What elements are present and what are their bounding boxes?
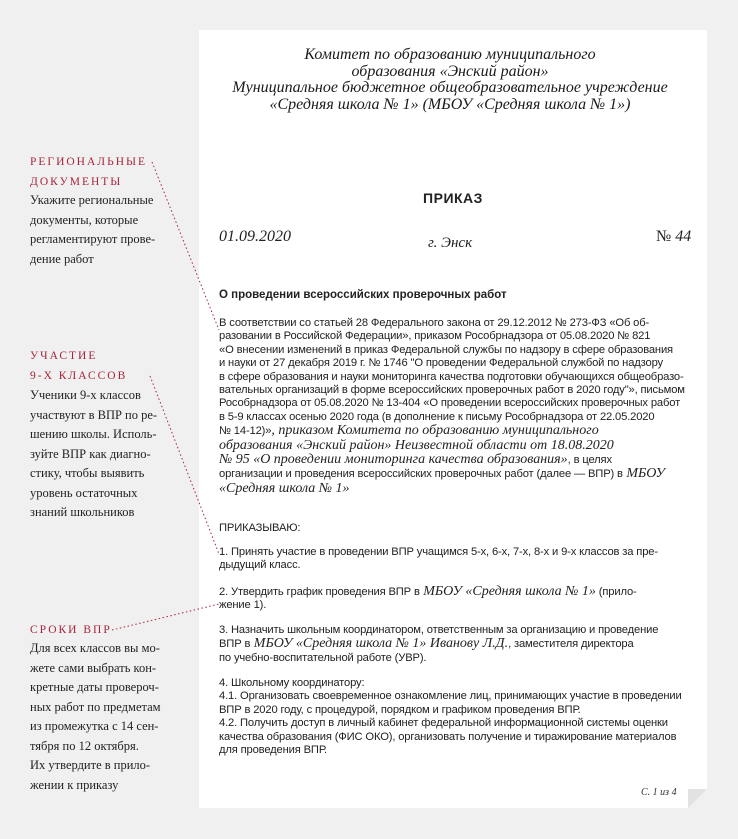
item-line: 4. Школьному координатору: [219,677,365,689]
note-line: зуйте ВПР как диагно- [30,446,151,461]
page-number: С. 1 из 4 [641,787,677,798]
number-sign: № [656,228,672,245]
note-line: Укажите региональные [30,193,154,207]
item-line [219,637,692,651]
filled-field: образования «Энский район» Неизвестной области от 18.08.2020 [219,438,614,453]
heading-line: 9-Х КЛАССОВ [30,370,128,382]
note-text-dates [30,639,180,795]
leader-dates [112,604,219,630]
document-title: ПРИКАЗ [423,190,483,206]
filled-field: МБОУ [622,467,665,482]
header-line: Комитет по образованию муниципального [304,46,596,63]
note-line: тября по 12 октября. [30,738,139,753]
intro-line: вательных организаций в форме всероссийских проверочных работ в 2020 году"», письмом [219,384,685,397]
document-city: г. Энск [428,235,473,251]
intro-line: Рособрнадзора от 05.08.2020 № 13-404 «О проведении всероссийских проверочных работ [219,397,681,410]
item-line: качества образования (ФИС ОКО), организовать получение и тиражирование материалов [219,730,677,743]
orders-word: ПРИКАЗЫВАЮ: [219,522,301,534]
item-text: (прило- [595,586,637,598]
note-heading-grade9 [30,346,127,386]
header-line: образования «Энский район» [351,62,549,80]
note-line: стику, чтобы выявить [30,466,145,480]
order-item-1 [219,546,692,573]
item-text: 2. Утвердить график проведения ВПР в [219,586,420,598]
number-value: 44 [675,228,692,245]
intro-line [219,482,692,496]
filled-field: , приказом Комитета по образованию муниципального [271,424,599,439]
header-line: Муниципальное бюджетное общеобразовательное учреждение [232,79,668,96]
order-item-2 [219,585,692,613]
note-line: Их утвердите в прило- [30,758,151,772]
item-line: дыдущий класс. [219,559,301,572]
item-line: жение 1). [219,599,267,612]
note-line: шению школы. Исполь- [30,427,157,441]
note-line: ных работ по предметам [30,699,161,714]
item-line: ВПР в 2020 году, с процедурой, порядком и графиком проведения ВПР. [219,703,581,716]
note-line: жете сами выбрать кон- [30,660,157,675]
heading-line: УЧАСТИЕ [30,350,98,362]
filled-field: МБОУ «Средняя школа № 1» [419,585,596,599]
intro-line: в сфере образования и науки мониторинга качества подготовки обучающихся общеобразо- [219,370,684,383]
intro-line [219,439,692,453]
item-line: по учебно-воспитательной работе (УВР). [219,651,427,664]
note-line: из промежутка с 14 сен- [30,719,159,733]
item-text: ВПР в [219,638,251,651]
note-text-grade9 [30,386,180,523]
intro-paragraph [219,317,692,496]
note-heading-regional [30,152,147,192]
document-date: 01.09.2020 [219,228,291,245]
item-line [219,585,692,599]
intro-text: , в целях [567,454,612,467]
intro-line: «О внесении изменений в приказ Федеральной службы по надзору в сфере образования [219,343,673,356]
note-line: регламентируют прове- [30,232,156,246]
note-text-regional [30,191,180,269]
heading-line: СРОКИ ВПР [30,624,112,636]
intro-text: № 14-12)» [219,425,272,438]
order-item-4 [219,677,692,757]
note-line: документы, которые [30,212,139,227]
document-header [210,47,690,113]
intro-line [219,467,692,481]
note-line: Для всех классов вы мо- [30,641,160,655]
item-line: 1. Принять участие в проведении ВПР учащимся 5-х, 6-х, 7-х, 8-х и 9-х классов за пре- [219,546,658,558]
intro-text: организации и проведения всероссийских проверочных работ (далее — ВПР) в [219,468,623,481]
item-line: 3. Назначить школьным координатором, ответственным за организацию и проведение [219,624,659,636]
item-line: 4.2. Получить доступ в личный кабинет федеральной информационной системы оценки [219,717,668,730]
order-item-3 [219,624,692,665]
filled-field: МБОУ «Средняя школа № 1» Иванову Л.Д. [250,637,509,652]
item-text: , заместителя директора [508,638,634,651]
header-line: «Средняя школа № 1» (МБОУ «Средняя школа № 1») [269,95,631,113]
intro-line [219,424,692,438]
note-line: дение работ [30,251,94,266]
heading-line: ДОКУМЕНТЫ [30,176,123,188]
filled-field: № 95 «О проведении мониторинга качества образования» [219,453,568,468]
note-line: кретные даты провероч- [30,680,159,694]
heading-line: РЕГИОНАЛЬНЫЕ [30,156,148,168]
note-heading-dates [30,620,112,640]
note-line: знаний школьников [30,505,135,519]
intro-line: В соответствии со статьей 28 Федерального закона от 29.12.2012 № 273-ФЗ «Об об- [219,317,650,329]
note-line: уровень остаточных [30,485,138,500]
item-line: для проведения ВПР. [219,744,327,757]
note-line: жении к приказу [30,777,119,792]
document-number [656,228,691,246]
intro-line: в 5-9 классах осенью 2020 года (в дополнение к письму Рособрнадзора от 22.05.2020 [219,410,655,423]
item-line: 4.1. Организовать своевременное ознакомление лиц, принимающих участие в проведении [219,690,682,703]
note-line: Ученики 9-х классов [30,388,141,402]
document-subject: О проведении всероссийских проверочных работ [219,289,507,301]
note-line: участвуют в ВПР по ре- [30,407,158,422]
intro-line [219,453,692,467]
intro-line: и науки от 27 декабря 2019 г. № 1746 "О проведении Федеральной службой по надзору [219,357,663,370]
filled-field: «Средняя школа № 1» [219,481,350,496]
intro-line: разовании в Российской Федерации», приказом Рособрнадзора от 05.08.2020 № 821 [219,330,651,343]
